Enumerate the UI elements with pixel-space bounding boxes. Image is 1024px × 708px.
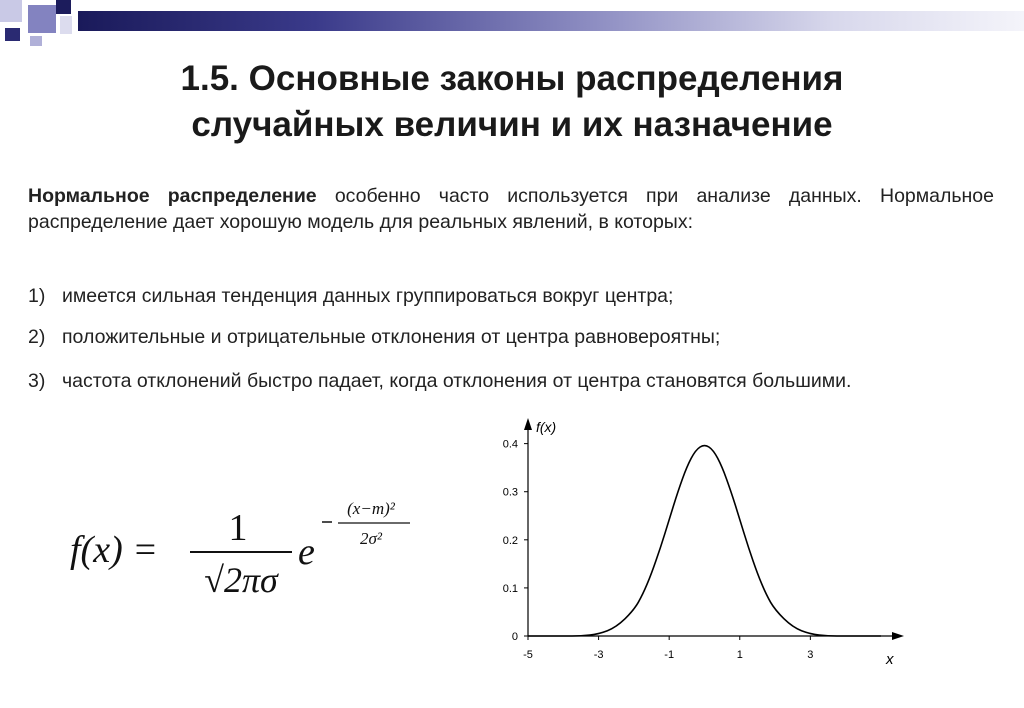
intro-bold-term: Нормальное распределение [28, 185, 317, 207]
chart-series [528, 446, 881, 636]
decor-square [28, 5, 56, 33]
chart-axes [524, 418, 904, 668]
y-tick-label: 0 [511, 631, 518, 643]
chart-ticks [503, 439, 814, 661]
decor-square [30, 36, 42, 46]
header-decoration [0, 0, 1024, 42]
y-tick-label: 0.1 [502, 582, 518, 595]
formula-base-e: e [298, 531, 315, 573]
formula-exp-numerator: (x−m)² [347, 499, 395, 518]
formula-denominator: √2πσ [204, 560, 278, 600]
x-axis-arrow [892, 632, 904, 640]
density-curve [528, 446, 881, 636]
intro-paragraph [28, 183, 994, 235]
header-gradient-bar [78, 11, 1024, 31]
formula-lhs: f(x) = [70, 529, 158, 571]
title-line-2: случайных величин и их назначение [191, 105, 833, 144]
x-tick-label: 3 [807, 649, 814, 661]
list-item-text: частота отклонений быстро падает, когда отклонения от центра становятся большими. [62, 370, 852, 392]
normal-density-formula [70, 492, 430, 612]
y-axis-arrow [524, 418, 532, 430]
formula-exp-denominator: 2σ² [360, 529, 382, 548]
y-tick-label: 0.4 [502, 438, 518, 451]
list-item-text: имеется сильная тенденция данных группироваться вокруг центра; [62, 285, 674, 307]
x-tick-label: -3 [593, 649, 604, 661]
list-item [28, 324, 994, 350]
list-item-number: 3) [28, 370, 46, 392]
decor-square [60, 16, 72, 34]
y-tick-label: 0.2 [502, 534, 518, 547]
intro-text: особенно часто используется при анализе данных. Нормальное распределение дает хорошую модель для реальных явлений, в которых: [28, 185, 995, 233]
y-axis-label: f(x) [536, 419, 557, 435]
title-line-1: 1.5. Основные законы распределения [180, 59, 844, 98]
x-tick-label: 1 [736, 649, 743, 661]
list-item-number: 2) [28, 326, 46, 348]
list-item-number: 1) [28, 285, 46, 307]
normal-distribution-chart [488, 414, 908, 676]
x-tick-label: -1 [664, 649, 675, 661]
decor-square [5, 28, 20, 41]
list-item [28, 368, 994, 394]
x-tick-label: -5 [523, 649, 533, 661]
decor-square [56, 0, 71, 14]
list-item [28, 283, 994, 309]
y-tick-label: 0.3 [502, 486, 518, 499]
x-axis-label: x [886, 651, 894, 668]
decor-square [0, 0, 22, 22]
list-item-text: положительные и отрицательные отклонения от центра равновероятны; [62, 326, 721, 348]
slide-title [0, 56, 1024, 148]
formula-numerator: 1 [228, 507, 248, 549]
